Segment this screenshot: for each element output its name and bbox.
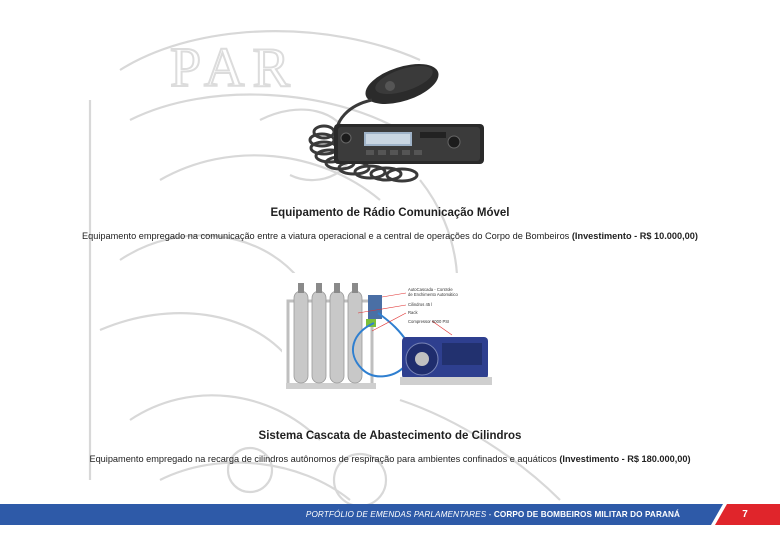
callout-cylinders: Cilindros 45 l [408, 302, 433, 307]
investment-value: (Investimento - R$ 180.000,00) [559, 454, 691, 464]
item-description-radio [0, 231, 780, 241]
footer-org: CORPO DE BOMBEIROS MILITAR DO PARANÁ [493, 510, 680, 519]
item-title-radio: Equipamento de Rádio Comunicação Móvel [270, 207, 510, 219]
footer-portfolio: PORTFÓLIO DE EMENDAS PARLAMENTARES [305, 510, 487, 519]
investment-value: (Investimento - R$ 10.000,00) [571, 231, 698, 241]
description-text: Equipamento empregado na recarga de cilindros autônomos de respiração para ambientes confinados e aquáticos [89, 454, 557, 464]
callout-rack: Rack [408, 310, 418, 315]
item-title-cascade: Sistema Cascata de Abastecimento de Cilindros [258, 430, 522, 442]
callout-autocascade-2: de Enchimento Automático [408, 292, 458, 297]
cascade-system-image [282, 273, 494, 397]
description-text: Equipamento empregado na comunicação entre a viatura operacional e a central de operações do Corpo de Bombeiros [82, 231, 570, 241]
mobile-radio-image [294, 60, 490, 190]
watermark-text: PAR [170, 37, 298, 99]
footer-text [0, 504, 680, 525]
callout-autocascade-1: AutoCascada - Controle [408, 287, 453, 292]
footer-separator: - [486, 510, 494, 519]
item-description-cascade [0, 454, 780, 464]
page-number: 7 [742, 509, 748, 520]
callout-compressor: Compressor 6000 PSI [408, 319, 450, 324]
